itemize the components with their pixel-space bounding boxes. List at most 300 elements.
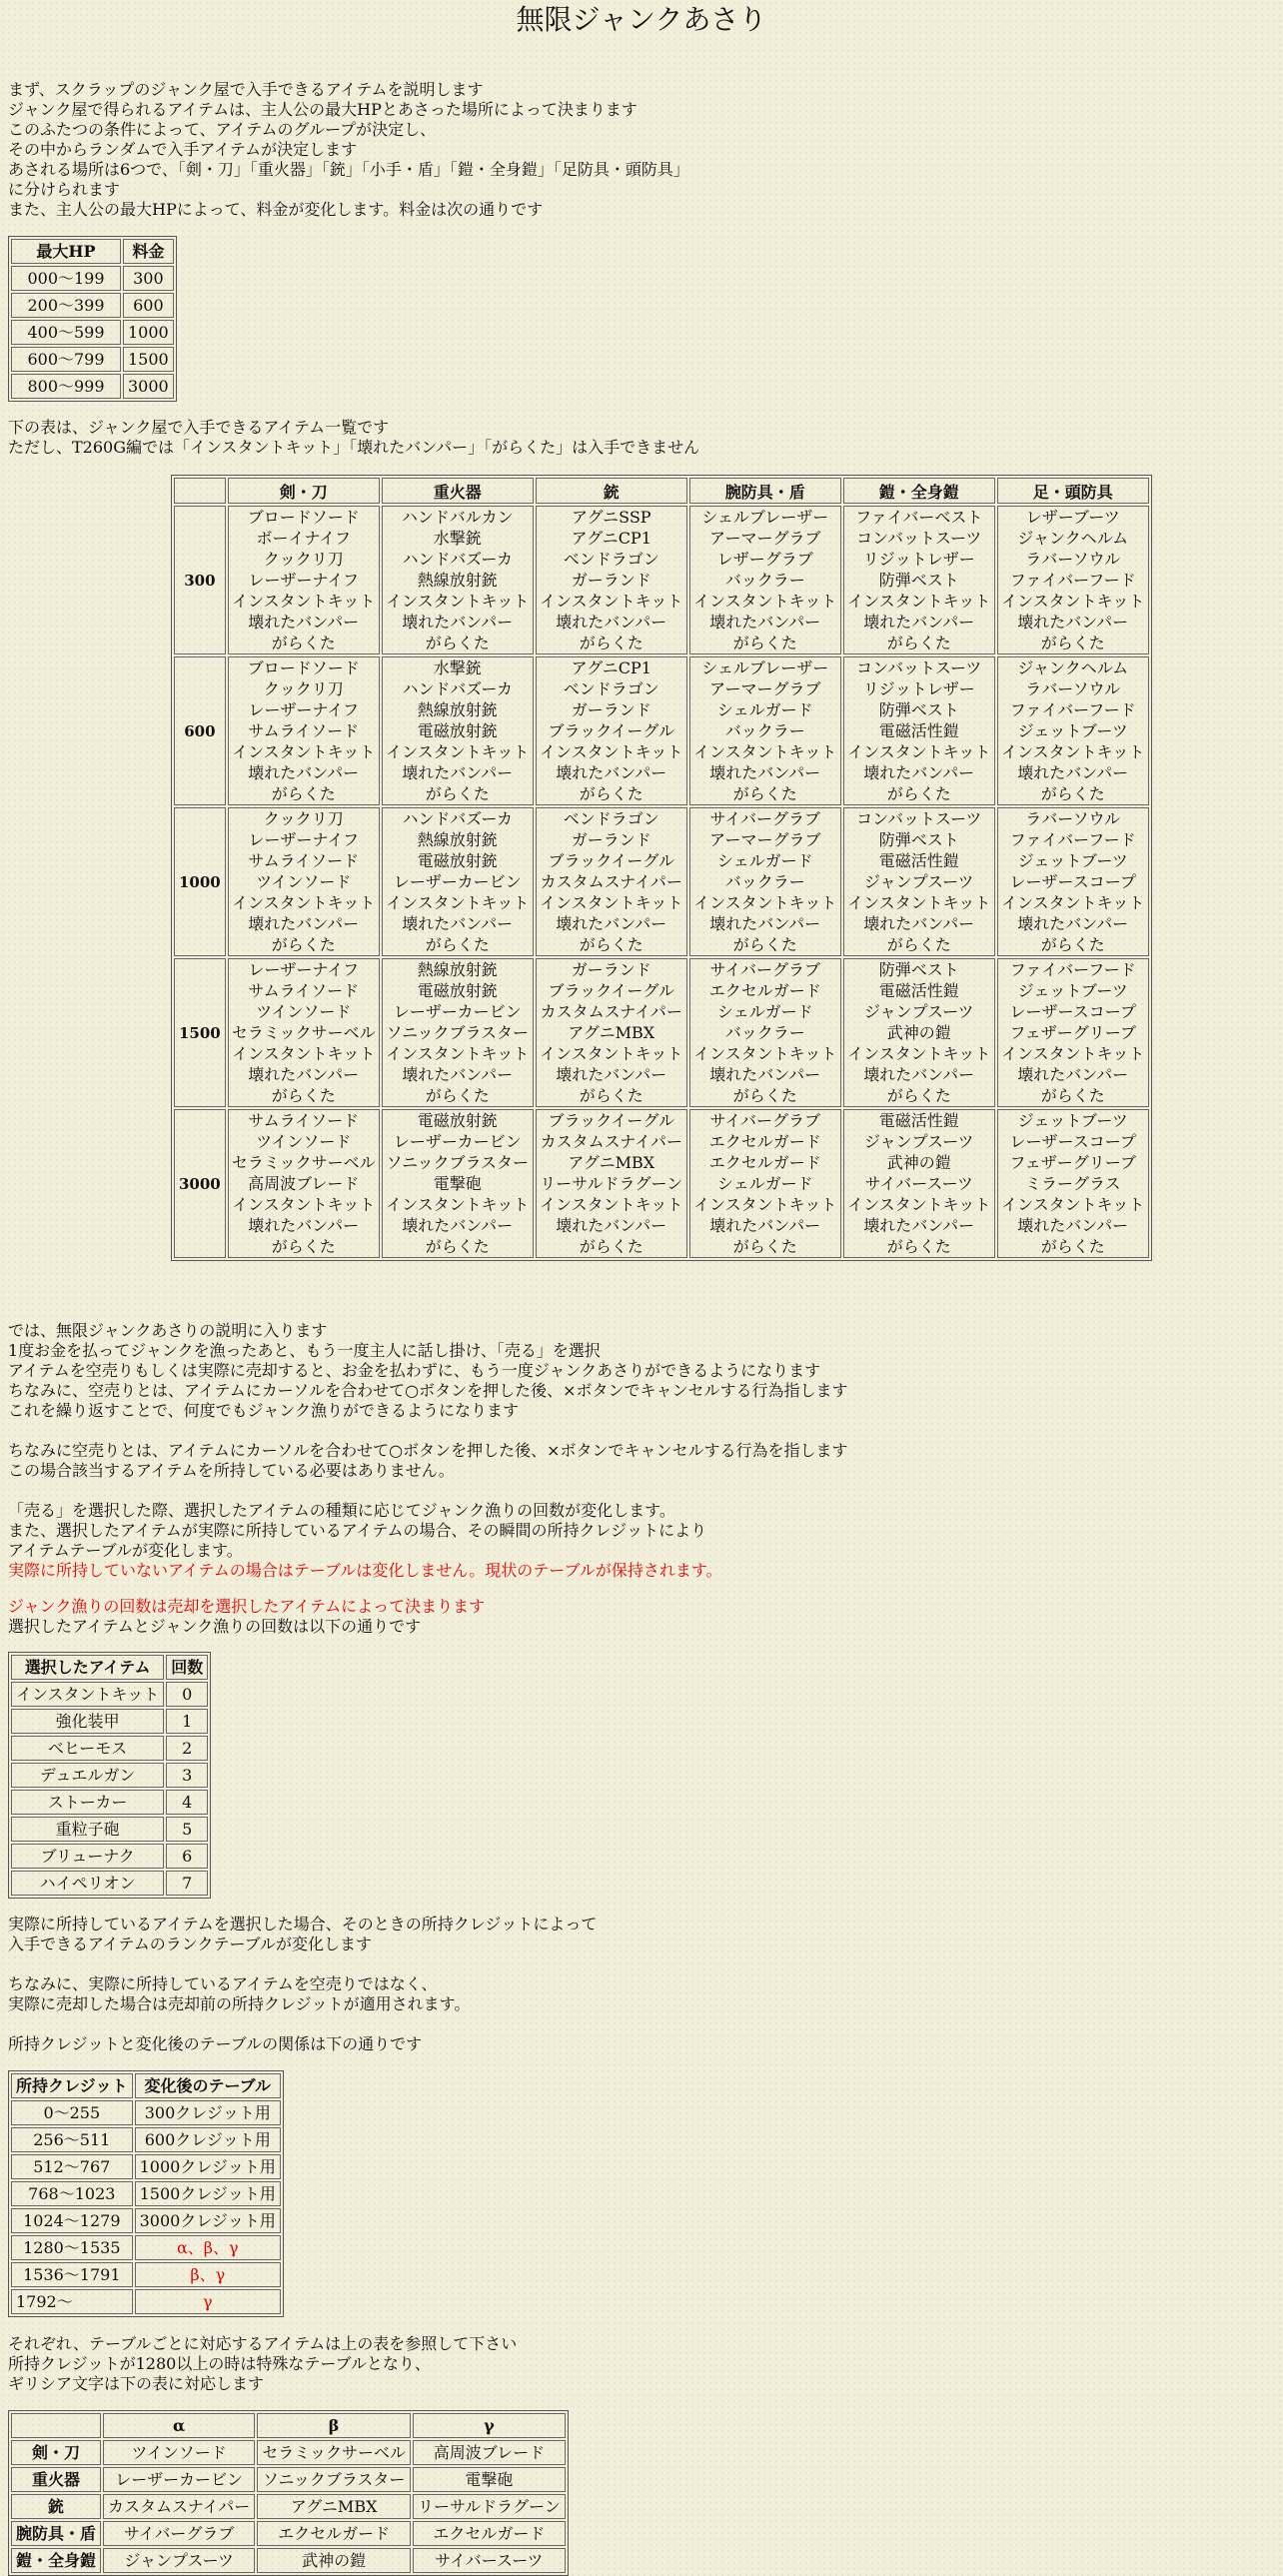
item-name: 熱線放射銃 — [417, 960, 498, 979]
item-name: インスタントキット — [11, 1682, 164, 1707]
item-name: ツインソード — [256, 1132, 352, 1151]
item-name: 強化装甲 — [11, 1709, 164, 1734]
item-name: インスタントキット — [693, 1195, 837, 1214]
list-note — [8, 418, 699, 458]
table-row — [11, 2154, 281, 2179]
count-note — [8, 1597, 485, 1637]
item-name: 壊れたバンパー — [1017, 613, 1129, 632]
item-name: バックラー — [724, 721, 805, 740]
item-name: がらくた — [579, 1086, 643, 1105]
item-name: インスタントキット — [232, 742, 376, 761]
hp-fee-table — [8, 236, 177, 402]
item-name: ファイバーフード — [1009, 830, 1136, 849]
table-header — [11, 2413, 101, 2438]
item-name: インスタントキット — [386, 1044, 530, 1063]
item-name: ツインソード — [256, 1002, 352, 1021]
item-cell — [689, 958, 841, 1107]
column-header: 足・頭防具 — [997, 478, 1149, 504]
table-row — [11, 2521, 566, 2546]
item-name: 電磁活性鎧 — [878, 981, 959, 1000]
karauri2-line: 実際に売却した場合は売却前の所持クレジットが適用されます。 — [8, 1994, 471, 2013]
sell-line-warning: 実際に所持していないアイテムの場合はテーブルは変化しません。現状のテーブルが保持されます。 — [8, 1561, 722, 1580]
item-name: ツインソード — [256, 872, 352, 891]
table-row — [174, 506, 1149, 654]
item-name: インスタントキット — [1001, 1195, 1145, 1214]
fee: 3000 — [123, 374, 174, 399]
item-name: クックリ刀 — [263, 550, 344, 569]
greek-cell: 武神の鎧 — [257, 2548, 411, 2573]
item-name: 壊れたバンパー — [863, 763, 975, 782]
karauri2-line: ちなみに、実際に所持しているアイテムを空売りではなく、 — [8, 1974, 438, 1993]
table-header: β — [257, 2413, 411, 2438]
greek-cell: セラミックサーベル — [257, 2440, 411, 2465]
item-name: 武神の鎧 — [886, 1023, 951, 1042]
item-name: 水撃銃 — [433, 658, 482, 677]
item-cell — [382, 656, 534, 805]
item-name: 壊れたバンパー — [1017, 1065, 1129, 1084]
item-name: クックリ刀 — [263, 809, 344, 828]
count: 4 — [166, 1790, 208, 1815]
table-row — [174, 1109, 1149, 1258]
table-after: 300クレジット用 — [135, 2100, 281, 2125]
item-cell — [843, 807, 995, 956]
item-name: ラバーソウル — [1025, 679, 1121, 698]
fee: 600 — [123, 293, 174, 318]
table-row — [11, 2181, 281, 2206]
table-after: 3000クレジット用 — [135, 2208, 281, 2233]
price-label: 3000 — [174, 1109, 226, 1258]
table-row — [11, 347, 174, 372]
item-name: ストーカー — [11, 1790, 164, 1815]
item-name: 壊れたバンパー — [402, 914, 514, 933]
hp-range: 400～599 — [11, 320, 121, 345]
item-cell — [843, 958, 995, 1107]
item-name: ファイバーフード — [1009, 700, 1136, 719]
item-name: 壊れたバンパー — [863, 1216, 975, 1235]
item-name: インスタントキット — [1001, 1044, 1145, 1063]
item-name: リジットレザー — [862, 679, 975, 698]
table-after: α、β、γ — [135, 2235, 281, 2260]
item-name: 壊れたバンパー — [402, 763, 514, 782]
category-label: 鎧・全身鎧 — [11, 2548, 101, 2573]
item-name: アグニCP1 — [571, 658, 651, 677]
greek-table — [8, 2410, 569, 2576]
table-after: 1000クレジット用 — [135, 2154, 281, 2179]
item-name: がらくた — [425, 784, 490, 803]
item-cell — [843, 656, 995, 805]
item-name: インスタントキット — [847, 1195, 991, 1214]
item-name: がらくた — [271, 1237, 336, 1256]
item-name: サイバースーツ — [864, 1174, 973, 1193]
item-name: サイバーグラブ — [709, 1111, 821, 1130]
greek-cell: レーザーカービン — [103, 2467, 255, 2492]
item-name: がらくた — [886, 634, 951, 652]
table-header: 選択したアイテム — [11, 1655, 164, 1680]
item-name: バックラー — [724, 872, 805, 891]
item-name: 壊れたバンパー — [248, 613, 360, 632]
item-cell — [536, 656, 687, 805]
item-name: ファイバーベスト — [855, 508, 983, 527]
greek-cell: 高周波ブレード — [413, 2440, 566, 2465]
count: 6 — [166, 1844, 208, 1869]
item-name: シェルガード — [716, 1174, 813, 1193]
item-name: レーザーナイフ — [248, 830, 359, 849]
item-name: ラバーソウル — [1025, 550, 1121, 569]
item-name: 壊れたバンパー — [1017, 763, 1129, 782]
corner-cell — [174, 478, 226, 504]
item-cell — [689, 506, 841, 654]
karauri-line: ちなみに空売りとは、アイテムにカーソルを合わせて○ボタンを押した後、×ボタンでキャンセルする行為を指します — [8, 1441, 848, 1460]
item-cell — [689, 807, 841, 956]
category-label: 腕防具・盾 — [11, 2521, 101, 2546]
item-name: サイバーグラブ — [709, 960, 821, 979]
item-name: 防弾ベスト — [878, 700, 959, 719]
count: 0 — [166, 1682, 208, 1707]
item-name: ブロードソード — [247, 658, 360, 677]
count-note-warning: ジャンク漁りの回数は売却を選択したアイテムによって決まります — [8, 1597, 486, 1616]
item-cell — [997, 1109, 1149, 1258]
item-name: がらくた — [886, 935, 951, 954]
price-label: 300 — [174, 506, 226, 654]
item-name: シェルガード — [716, 851, 813, 870]
item-name: がらくた — [425, 935, 490, 954]
item-name: がらくた — [732, 1086, 797, 1105]
item-name: がらくた — [732, 935, 797, 954]
table-row — [11, 2127, 281, 2152]
item-name: インスタントキット — [232, 893, 376, 912]
intro-line: ジャンク屋で得られるアイテムは、主人公の最大HPとあさった場所によって決まります — [8, 100, 638, 119]
item-name: リジットレザー — [862, 550, 975, 569]
item-name: レーザースコープ — [1009, 872, 1136, 891]
item-name: アグニCP1 — [571, 529, 651, 548]
item-name: エクセルガード — [708, 981, 821, 1000]
item-name: がらくた — [425, 1086, 490, 1105]
item-name: レーザーカービン — [393, 1132, 522, 1151]
item-name: 壊れたバンパー — [556, 1065, 667, 1084]
item-name: サムライソード — [248, 981, 360, 1000]
table-row — [11, 2208, 281, 2233]
credit-range: 256～511 — [11, 2127, 133, 2152]
page-title: 無限ジャンクあさり — [516, 3, 767, 36]
count: 2 — [166, 1736, 208, 1761]
item-name: 壊れたバンパー — [402, 1216, 514, 1235]
credit-table — [8, 2070, 284, 2317]
item-name: ジェットブーツ — [1017, 851, 1128, 870]
item-name: がらくた — [425, 634, 490, 652]
item-name: がらくた — [1040, 1237, 1105, 1256]
infinite-line: これを繰り返すことで、何度でもジャンク漁りができるようになります — [8, 1401, 520, 1420]
item-name: がらくた — [1040, 784, 1105, 803]
item-name: インスタントキット — [1001, 592, 1145, 611]
item-name: インスタントキット — [540, 893, 683, 912]
column-header: 鎧・全身鎧 — [843, 478, 995, 504]
item-name: 防弾ベスト — [878, 571, 959, 590]
item-name: がらくた — [1040, 935, 1105, 954]
price-label: 1500 — [174, 958, 226, 1107]
list-note-line: ただし、T260G編では「インスタントキット」「壊れたバンパー」「がらくた」は入手できません — [8, 438, 700, 457]
price-label: 1000 — [174, 807, 226, 956]
credit-intro — [8, 2034, 422, 2054]
item-name: バックラー — [724, 571, 805, 590]
table-row — [11, 2467, 566, 2492]
item-name: フェザーグリーブ — [1009, 1023, 1136, 1042]
item-name: がらくた — [271, 1086, 336, 1105]
item-name: ブラックイーグル — [548, 981, 674, 1000]
item-name: 壊れたバンパー — [402, 613, 514, 632]
item-name: ブロードソード — [247, 508, 360, 527]
item-name: リーサルドラグーン — [540, 1174, 683, 1193]
item-name: 壊れたバンパー — [556, 613, 667, 632]
item-name: セラミックサーベル — [231, 1153, 376, 1172]
table-row — [11, 1844, 208, 1869]
item-name: 壊れたバンパー — [248, 914, 360, 933]
item-cell — [536, 1109, 687, 1258]
item-cell — [382, 807, 534, 956]
item-name: 電磁放射銃 — [417, 1111, 498, 1130]
item-name: ジャンプスーツ — [863, 1002, 974, 1021]
item-name: インスタントキット — [847, 742, 991, 761]
item-name: インスタントキット — [540, 742, 683, 761]
table-header: 所持クレジット — [11, 2073, 133, 2098]
item-name: インスタントキット — [386, 742, 530, 761]
table-row — [174, 656, 1149, 805]
item-name: がらくた — [579, 935, 643, 954]
item-name: がらくた — [732, 634, 797, 652]
table-row — [11, 374, 174, 399]
item-name: 壊れたバンパー — [402, 1065, 514, 1084]
owned-note — [8, 1915, 597, 1954]
greek-cell: リーサルドラグーン — [413, 2494, 566, 2519]
item-name: ハンドバズーカ — [402, 809, 514, 828]
item-name: カスタムスナイパー — [540, 1002, 682, 1021]
item-name: ガーランド — [571, 830, 651, 849]
greek-intro-line: 所持クレジットが1280以上の時は特殊なテーブルとなり、 — [8, 2354, 431, 2373]
item-name: ファイバーフード — [1009, 571, 1136, 590]
item-name: インスタントキット — [540, 592, 683, 611]
table-header: 最大HP — [11, 239, 121, 264]
item-cell — [382, 958, 534, 1107]
item-cell — [228, 958, 380, 1107]
item-cell — [997, 958, 1149, 1107]
hp-range: 000～199 — [11, 266, 121, 291]
item-name: 壊れたバンパー — [1017, 914, 1129, 933]
item-name: インスタントキット — [386, 893, 530, 912]
sell-note — [8, 1501, 722, 1581]
fee: 1000 — [123, 320, 174, 345]
item-name: ガーランド — [571, 571, 651, 590]
item-name: 壊れたバンパー — [709, 613, 821, 632]
table-row — [11, 2494, 566, 2519]
item-name: 電磁放射銃 — [417, 721, 498, 740]
list-note-line: 下の表は、ジャンク屋で入手できるアイテム一覧です — [8, 418, 390, 437]
item-name: レーザーナイフ — [248, 700, 359, 719]
item-name: アーマーグラブ — [708, 529, 821, 548]
karauri-note — [8, 1441, 848, 1481]
item-name: がらくた — [1040, 1086, 1105, 1105]
item-name: シェルガード — [716, 1002, 813, 1021]
item-name: ハイペリオン — [11, 1871, 164, 1896]
item-name: クックリ刀 — [263, 679, 344, 698]
table-row — [11, 2262, 281, 2287]
count-table — [8, 1652, 211, 1899]
column-header: 腕防具・盾 — [689, 478, 841, 504]
item-name: ソニックブラスター — [386, 1153, 530, 1172]
fee: 300 — [123, 266, 174, 291]
sell-line: 「売る」を選択した際、選択したアイテムの種類に応じてジャンク漁りの回数が変化します。 — [8, 1501, 675, 1520]
table-row — [11, 293, 174, 318]
item-name: レザーブーツ — [1025, 508, 1120, 527]
table-row — [174, 958, 1149, 1107]
item-name: ブラックイーグル — [548, 851, 674, 870]
item-cell — [843, 1109, 995, 1258]
column-header: 重火器 — [382, 478, 534, 504]
item-name: がらくた — [886, 1237, 951, 1256]
greek-cell: カスタムスナイパー — [103, 2494, 255, 2519]
item-name: 壊れたバンパー — [1017, 1216, 1129, 1235]
count: 1 — [166, 1709, 208, 1734]
item-name: アーマーグラブ — [708, 679, 821, 698]
item-name: 武神の鎧 — [886, 1153, 951, 1172]
item-name: サイバーグラブ — [709, 809, 821, 828]
hp-range: 600～799 — [11, 347, 121, 372]
item-name: インスタントキット — [1001, 742, 1145, 761]
item-name: コンバットスーツ — [856, 809, 982, 828]
table-row — [11, 1817, 208, 1842]
item-name: エクセルガード — [708, 1132, 821, 1151]
item-cell — [228, 656, 380, 805]
item-name: インスタントキット — [232, 592, 376, 611]
credit-range: 0～255 — [11, 2100, 133, 2125]
table-after: 1500クレジット用 — [135, 2181, 281, 2206]
item-name: デュエルガン — [11, 1763, 164, 1788]
table-row — [11, 2100, 281, 2125]
item-name: ブラックイーグル — [548, 1111, 674, 1130]
item-name: セラミックサーベル — [231, 1023, 376, 1042]
item-name: 電磁放射銃 — [417, 851, 498, 870]
item-name: レーザーカービン — [393, 872, 522, 891]
karauri-note2 — [8, 1974, 470, 2014]
greek-cell: エクセルガード — [257, 2521, 411, 2546]
intro-line: まず、スクラップのジャンク屋で入手できるアイテムを説明します — [8, 80, 484, 99]
item-name: 電磁活性鎧 — [878, 721, 959, 740]
item-name: 壊れたバンパー — [556, 914, 667, 933]
greek-cell: サイバースーツ — [413, 2548, 566, 2573]
item-name: がらくた — [886, 1086, 951, 1105]
item-cell — [997, 506, 1149, 654]
table-row — [11, 1763, 208, 1788]
hp-range: 200～399 — [11, 293, 121, 318]
item-name: ガーランド — [571, 700, 651, 719]
category-label: 重火器 — [11, 2467, 101, 2492]
greek-intro-line: それぞれ、テーブルごとに対応するアイテムは上の表を参照して下さい — [8, 2334, 518, 2353]
greek-cell: ジャンプスーツ — [103, 2548, 255, 2573]
table-after: 600クレジット用 — [135, 2127, 281, 2152]
column-header: 銃 — [536, 478, 687, 504]
item-name: ベンドラゴン — [563, 550, 659, 569]
item-name: インスタントキット — [232, 1044, 376, 1063]
item-name: シェルブレーザー — [701, 508, 829, 527]
item-name: ファイバーフード — [1009, 960, 1136, 979]
item-name: 電磁活性鎧 — [878, 1111, 959, 1130]
item-name: インスタントキット — [232, 1195, 376, 1214]
category-label: 銃 — [11, 2494, 101, 2519]
infinite-line: ちなみに、空売りとは、アイテムにカーソルを合わせて○ボタンを押した後、×ボタンでキャンセルする行為指します — [8, 1381, 848, 1400]
table-row — [11, 1709, 208, 1734]
intro-line: その中からランダムで入手アイテムが決定します — [8, 140, 358, 159]
item-name: 壊れたバンパー — [248, 1065, 360, 1084]
credit-intro-line: 所持クレジットと変化後のテーブルの関係は下の通りです — [8, 2034, 423, 2053]
item-name: ベンドラゴン — [563, 809, 659, 828]
price-label: 600 — [174, 656, 226, 805]
item-name: レーザーナイフ — [248, 960, 359, 979]
item-name: カスタムスナイパー — [540, 872, 682, 891]
owned-line: 入手できるアイテムのランクテーブルが変化します — [8, 1934, 373, 1953]
item-name: 電磁活性鎧 — [878, 851, 959, 870]
item-name: がらくた — [732, 1237, 797, 1256]
item-name: サムライソード — [248, 1111, 360, 1130]
item-name: 防弾ベスト — [878, 830, 959, 849]
greek-cell: 電撃砲 — [413, 2467, 566, 2492]
count-note-line: 選択したアイテムとジャンク漁りの回数は以下の通りです — [8, 1617, 422, 1636]
item-cell — [536, 958, 687, 1107]
item-cell — [689, 1109, 841, 1258]
greek-cell: ソニックブラスター — [257, 2467, 411, 2492]
intro-text — [8, 80, 689, 220]
item-name: レーザーカービン — [393, 1002, 522, 1021]
table-row — [11, 1871, 208, 1896]
item-name: 高周波ブレード — [248, 1174, 360, 1193]
table-row — [11, 2548, 566, 2573]
category-label: 剣・刀 — [11, 2440, 101, 2465]
item-name: インスタントキット — [693, 592, 837, 611]
item-name: 壊れたバンパー — [248, 763, 360, 782]
item-name: 壊れたバンパー — [556, 763, 667, 782]
item-name: インスタントキット — [386, 1195, 530, 1214]
item-name: インスタントキット — [540, 1195, 683, 1214]
table-row — [11, 2235, 281, 2260]
item-name: ベヒーモス — [11, 1736, 164, 1761]
item-name: ジャンプスーツ — [863, 872, 974, 891]
item-name: エクセルガード — [708, 1153, 821, 1172]
item-name: フェザーグリーブ — [1009, 1153, 1136, 1172]
item-name: がらくた — [579, 1237, 643, 1256]
item-name: ラバーソウル — [1025, 809, 1121, 828]
greek-cell: アグニMBX — [257, 2494, 411, 2519]
item-name: がらくた — [579, 634, 643, 652]
item-name: がらくた — [1040, 634, 1105, 652]
intro-line: あされる場所は6つで、「剣・刀」「重火器」「銃」「小手・盾」「鎧・全身鎧」「足防具・頭防具」 — [8, 160, 689, 179]
table-header: 変化後のテーブル — [135, 2073, 281, 2098]
item-name: アグニMBX — [568, 1023, 655, 1042]
item-name: ガーランド — [571, 960, 651, 979]
item-name: シェルガード — [716, 700, 813, 719]
item-name: アーマーグラブ — [708, 830, 821, 849]
item-name: 壊れたバンパー — [863, 613, 975, 632]
item-name: カスタムスナイパー — [540, 1132, 682, 1151]
infinite-intro — [8, 1321, 848, 1421]
item-name: がらくた — [732, 784, 797, 803]
intro-line: このふたつの条件によって、アイテムのグループが決定し、 — [8, 120, 437, 139]
greek-cell: サイバーグラブ — [103, 2521, 255, 2546]
intro-line: に分けられます — [8, 180, 121, 199]
table-row — [11, 2440, 566, 2465]
item-cell — [228, 807, 380, 956]
table-row — [11, 320, 174, 345]
item-name: ジェットブーツ — [1017, 981, 1128, 1000]
item-name: コンバットスーツ — [856, 658, 982, 677]
item-name: インスタントキット — [693, 742, 837, 761]
item-cell — [228, 506, 380, 654]
